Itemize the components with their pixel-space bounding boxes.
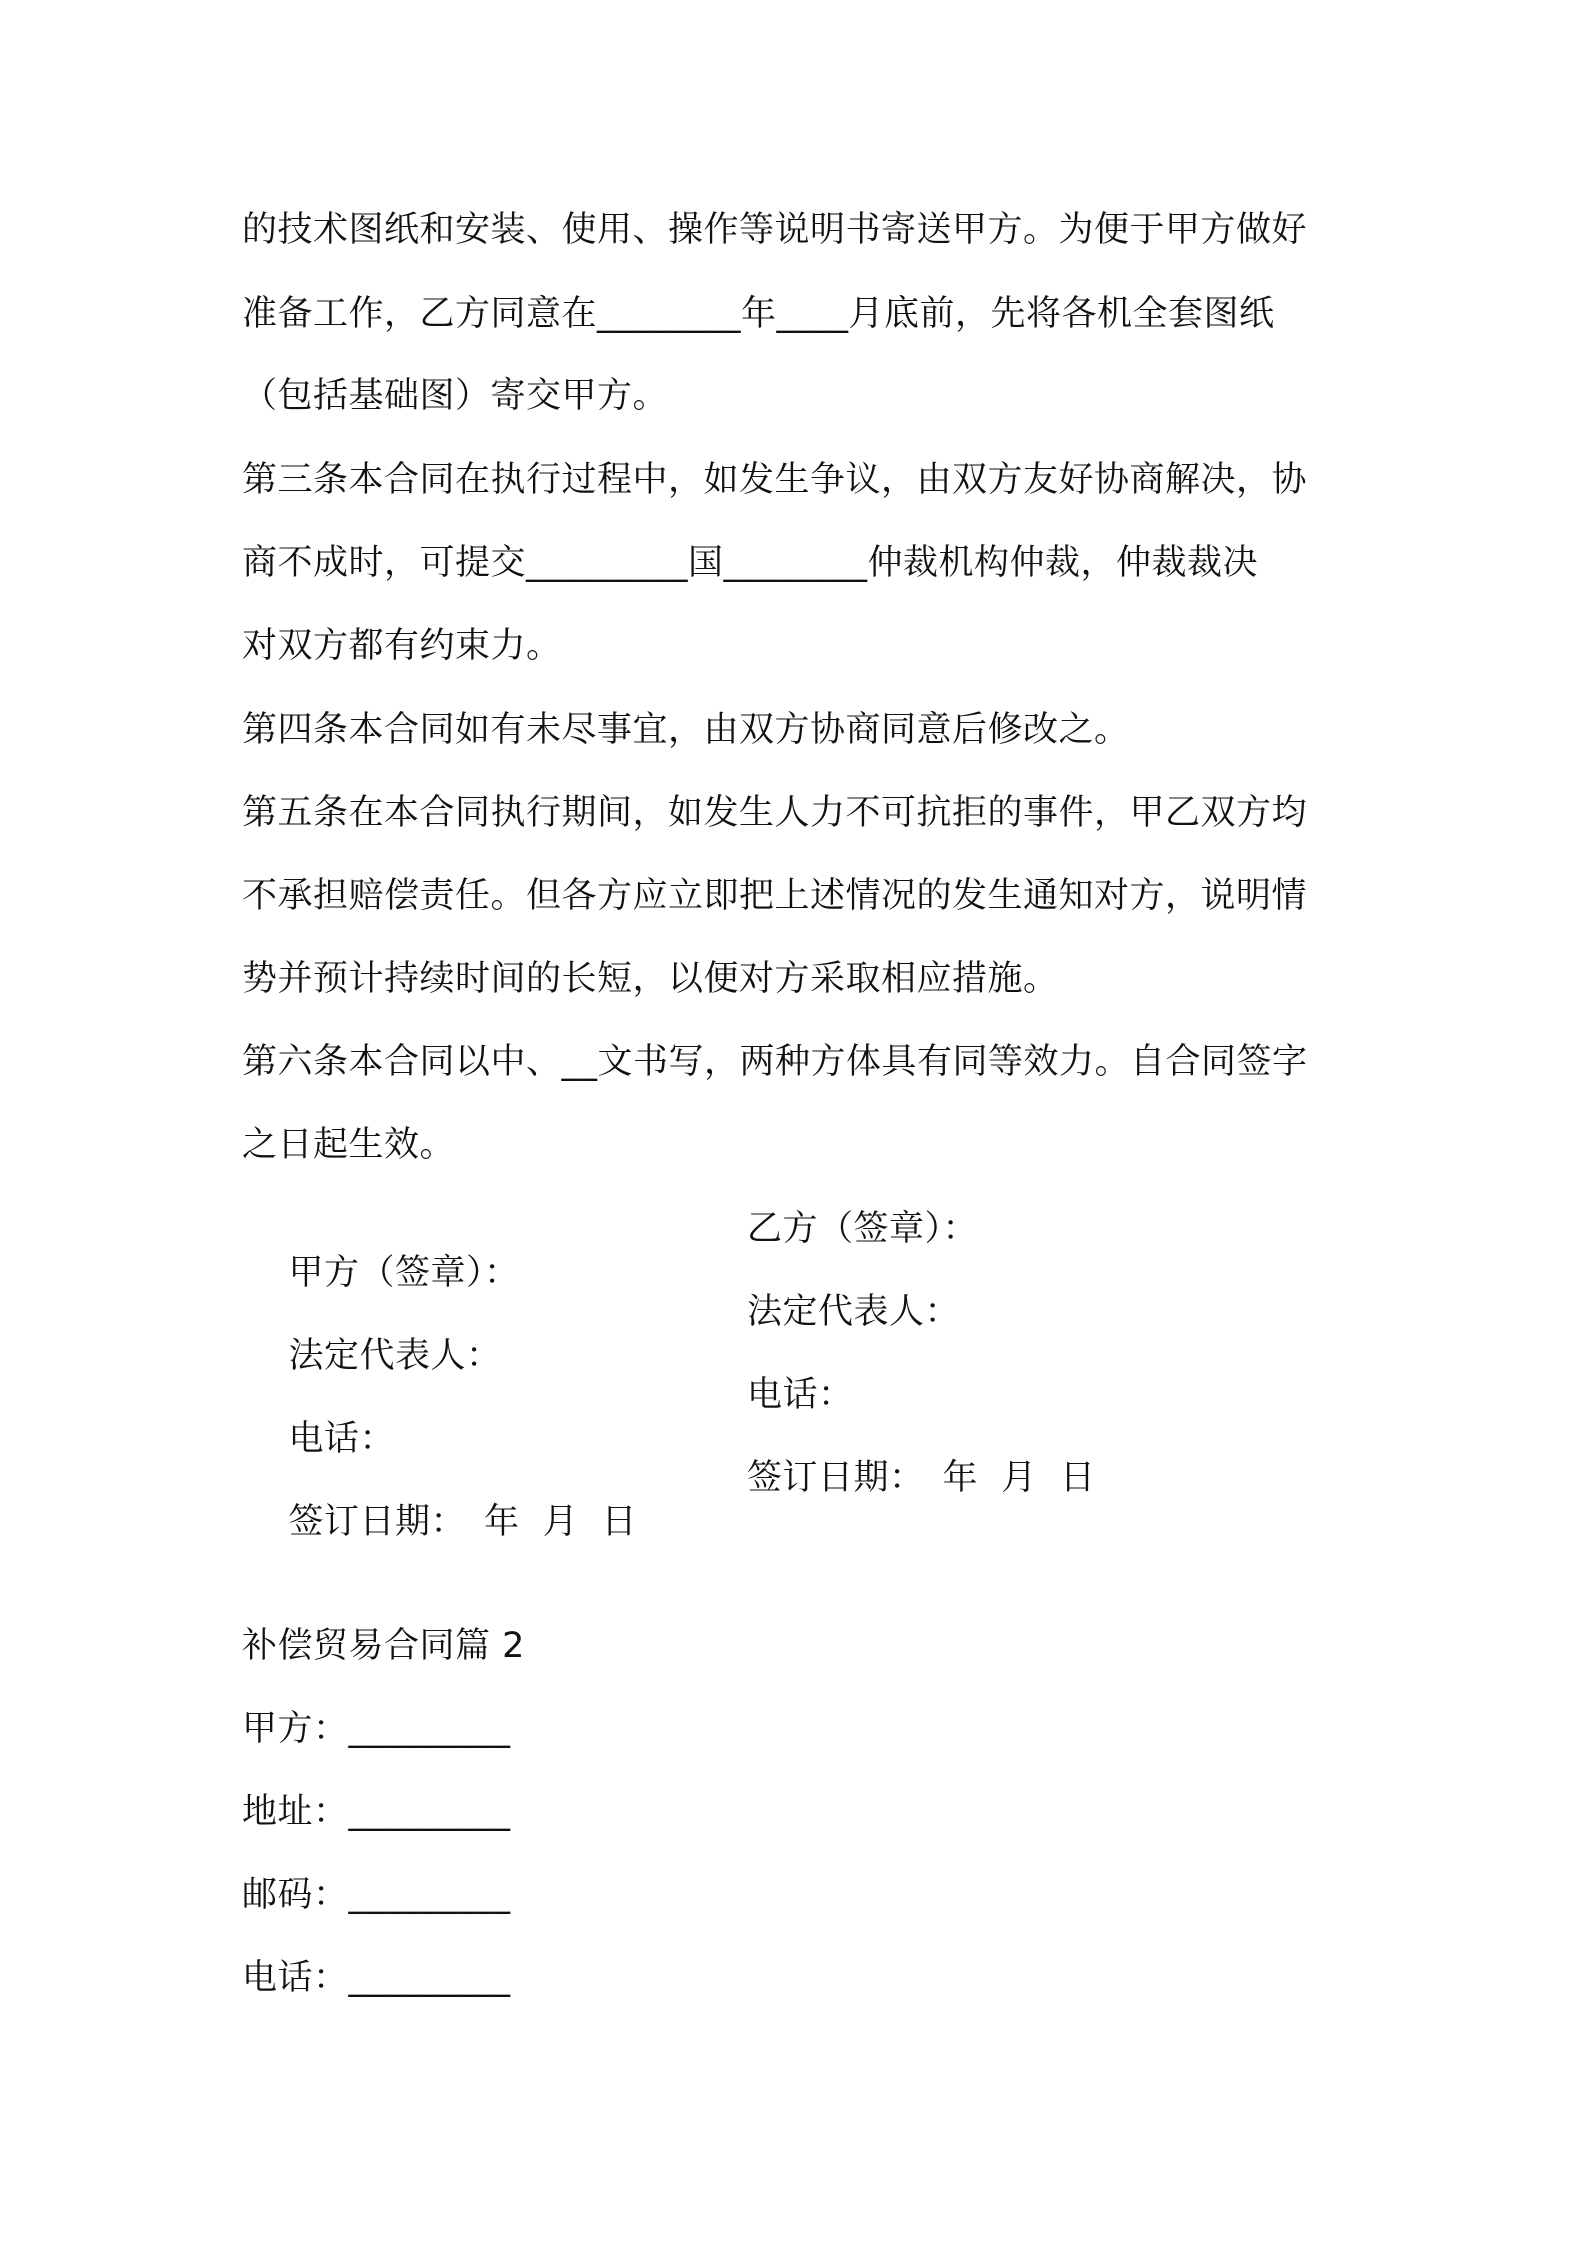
party-a-date: 签订日期： 年 月 日 [288,1502,638,1542]
clause-4-line: 第四条本合同如有未尽事宜，由双方协商同意后修改之。 [242,710,1130,750]
phone-field: 电话：_________ [242,1958,511,1998]
clause-6-line: 第六条本合同以中、__文书写，两种方体具有同等效力。自合同签字 [242,1042,1308,1082]
party-a-rep: 法定代表人： [288,1336,502,1376]
address-field: 地址：_________ [242,1792,511,1832]
clause-3-line: 第三条本合同在执行过程中，如发生争议，由双方友好协商解决，协 [242,460,1308,500]
paragraph-line: （包括基础图）寄交甲方。 [242,376,669,416]
party-a-field: 甲方：_________ [242,1709,511,1749]
clause-5-line: 不承担赔偿责任。但各方应立即把上述情况的发生通知对方，说明情 [242,876,1308,916]
signature-row-date [242,1456,1096,1632]
clause-3-line: 对双方都有约束力。 [242,626,562,666]
postcode-field: 邮码：_________ [242,1875,511,1915]
paragraph-line: 准备工作，乙方同意在________年____月底前，先将各机全套图纸 [242,294,1275,334]
party-b-phone: 电话： [747,1375,854,1415]
party-b-date: 签订日期： 年 月 日 [747,1458,1096,1498]
section-2-title: 补偿贸易合同篇 2 [242,1626,525,1666]
clause-6-line: 之日起生效。 [242,1125,456,1165]
clause-5-line: 第五条在本合同执行期间，如发生人力不可抗拒的事件，甲乙双方均 [242,793,1308,833]
paragraph-line: 的技术图纸和安装、使用、操作等说明书寄送甲方。为便于甲方做好 [242,210,1308,250]
party-a-seal: 甲方（签章）： [288,1253,520,1293]
clause-5-line: 势并预计持续时间的长短，以便对方采取相应措施。 [242,959,1059,999]
party-b-rep: 法定代表人： [747,1292,961,1332]
clause-3-line: 商不成时，可提交_________国________仲裁机构仲裁，仲裁裁决 [242,543,1259,583]
party-b-seal: 乙方（签章）： [747,1209,979,1249]
party-a-phone: 电话： [288,1419,396,1459]
